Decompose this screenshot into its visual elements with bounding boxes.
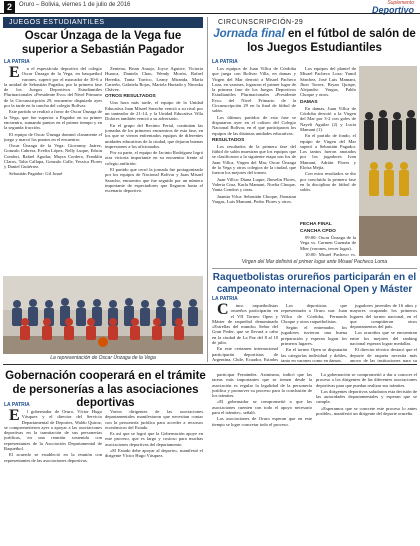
column-gov-4 (316, 372, 417, 543)
paragraph: «El gobernador se comprometió a que las asociaciones cuenten con todo el apoyo necesario para el trámite», señaló. (212, 399, 312, 416)
paragraph: Los equipos del plantel de Misael Pacheco Loza: Yamil Sánchez, José Luis Mamani, Jhon Torrez, Bryan Quispe, Alejandro Vargas, Pablo Choque y otros. (300, 66, 356, 98)
paragraph: Zenteno, Brian Araujo, Joyce Aguirre, Victoria Huarca, Daniela Chao, Wendy Morón, Rafael Heredia, Tania Torrico, Leany Miranda, María Carreño, Gabriela Rojas, Mariela Hurtado y Ninoska Chávez. (105, 66, 203, 93)
column-gov-2 (105, 409, 203, 543)
column-rac-2 (281, 303, 347, 362)
paragraph: «Esperamos que se concrete este proceso lo antes posible», manifestó un dirigente del deporte orureño. (316, 405, 417, 417)
paragraph: E l gobernador de Oruro, Víctor Hugo Vásquez y el director del Servicio Departamental de Deportes, Waldo Quiroz, se comprometieron ayer a apoyar a las asociaciones deportivas en la tramitación de sus personerías jurídicas, en una reunión sostenida con representantes de la Asociación Departamental de Raquetbol. (4, 409, 102, 452)
dropcap: E (9, 66, 20, 81)
column-right-1 (212, 66, 296, 256)
paragraph: Juanita Vilca: Sebastián Choque, Jhonatan Vargas, Luis Mamani, Pedro Flores y otros. (212, 193, 296, 204)
paragraph: En este certamen internacional participarán deportistas de Argentina, Chile, Ecuador, Estados (212, 346, 278, 362)
paragraph: participar Fernández. Asimismo, indicó que las tareas más importantes que se tienen desde la asociación es regular la legalidad de la personería jurídica y promover su proceso para la conclusión de los trámites. (212, 372, 312, 399)
paragraph: En damas, Juan Villca de Córdoba derrotó a la Virgen del Mar por 3-2 con goles de Nayeli Aguilar (2) y Lucía Mamani (1). (300, 105, 356, 132)
headline-right[interactable] (212, 28, 417, 55)
paragraph: En el partido de fondo, el equipo de Virgen del Mar superó a Sebastián Pagador. Los tantos fueron anotados por los jugadores Ivan Mamani, Adrián Flores y Eloisa Mejía. (300, 133, 356, 171)
team-photo-right-image (359, 66, 417, 256)
section-banner-left: JUEGOS ESTUDIANTILES (3, 17, 203, 28)
paragraph: El acuerdo se estableció en la reunión con representantes de las asociaciones deportivas. (4, 452, 102, 463)
masthead-main: Deportivo (371, 5, 414, 15)
paragraph: «El Estado debe apoyar al deporte», manifestó el dirigente Víctor Hugo Vásquez. (105, 448, 203, 459)
paragraph: Las asociaciones de Oruro esperan que en este tiempo se logre concretar todo el proceso. (212, 416, 312, 427)
paragraph: 09:00: Oscar Únzaga de la Vega vs. Carmen Guzmán de Mier (varones, tercer lugar). (300, 235, 356, 251)
paragraph: Sebastián Pagador: Gil Josué (9, 170, 63, 176)
kicker-left: LA PATRIA (4, 59, 30, 65)
paragraph: Una hora más tarde, el equipo de la Unidad Educativa Juan Misael Saracho venció a su rival por un tanteador de 21-14, y la Unidad Educativa Villa Dolores también venció a su adversario. (105, 100, 203, 122)
paragraph: Los oruroños que se encuentran entre los mejores del ranking nacional esperan lograr medallas. (350, 330, 417, 347)
paragraph: E n el espectáculo deportivo del colegio Oscar Únzaga de la Vega, en basquetbol varones, superó por el marcador de 30-6 a la unidad de Sebastián Pagador, por la primera fase de los Juegos Deportivos Estudiantiles Plurinacionales «Presidente Evo» del Nivel Primario de la Circunscripción 29, encuentro disputado ayer por la tarde en la cancha del colegio Bolívar. (4, 66, 102, 109)
page-header (0, 0, 420, 14)
kicker-right: LA PATRIA (212, 59, 238, 65)
dateline: Oruro – Bolivia, viernes 1 de julio de 2016 (19, 2, 131, 8)
paragraph: 10:00: Misael Pacheco vs. (305, 251, 356, 257)
story-divider (212, 268, 417, 269)
kicker-gobernacion: LA PATRIA (4, 402, 30, 408)
paragraph: Juan Villca: Diana Luque, Jhoselin Flores, Valeria Cruz, Karla Mamani, Noelia Choque, Vania Condori y otras. (212, 176, 296, 193)
column-rac-3 (350, 303, 417, 362)
subheading: CANCHA CPDO (300, 229, 336, 234)
team-photo-right[interactable] (359, 66, 417, 256)
kicker-raquetbol: LA PATRIA (212, 296, 238, 302)
paragraph: Los equipos de Juan Villca de Córdoba que juega con Bolívar Villa, en damas y Virgen del Mar derrotó a Misael Pacheco Loza, en varones, lograron el primer lugar de la primera fase de los Juegos Deportivos Estudiantiles Plurinacionales «Presidente Evo» del Nivel Primario de la Circunscripción 29 en la final de fútbol de salón. (212, 66, 296, 114)
column-right-3 (300, 220, 356, 258)
paragraph: Los deportistas que representarán a Oruro son: Juan Villca de Córdoba, Fernando Choque y otros raquetbolistas. (281, 303, 347, 324)
column-divider (207, 17, 208, 362)
paragraph: Por su parte, el equipo de Jacinto Rodríguez logró otra victoria importante en su encuentro frente al colegio anfitrión. (105, 150, 203, 166)
column-rac-1 (212, 303, 278, 362)
dropcap: E (9, 409, 20, 424)
paragraph: El partido que cerró la jornada fue protagonizado por los equipos de Nacional Bolívar y Juan Misael Saracho, encuentro que fue seguido por un número importante de espectadores que llegaron hasta el escenario deportivo. (105, 167, 203, 194)
headline-accent: Jornada final (213, 28, 285, 40)
paragraph: El director técnico destacó que el deporte de raqueta necesita más apoyo de las instituciones para su (350, 347, 417, 362)
story-divider (3, 364, 417, 365)
headline-left[interactable]: Oscar Únzaga de la Vega fue superior a Sebastián Pagador (21, 30, 185, 56)
page-number: 2 (4, 1, 15, 13)
section-banner-right: CIRCUNSCRIPCIÓN-29 (218, 19, 304, 26)
paragraph: Varios dirigentes de las asociaciones departamentales manifestaron que necesitan contar con la personería jurídica para acceder a recursos económicos del Estado. (105, 409, 203, 430)
paragraph: Los últimos partidos de esta fase se disputaron ayer en el coliseo del Colegio Nacional Bolívar, en el que participaron los equipos de las distintas unidades educativas. (212, 114, 296, 136)
paragraph: Es así que se logró que la Gobernación apoye en este proceso, que es largo y costoso para muchas asociaciones deportivas del departamento. (105, 431, 203, 447)
paragraph: Este partido se realizó a favor de Oscar Únzaga de la Vega, que fue superior a Pagador en su primer encuentro, sumando puntos en el primer tiempo y en la segunda fracción. (4, 109, 102, 131)
column-gov-3 (212, 372, 312, 543)
paragraph: En el grupo del Recinto Ferial, continúan las jornadas de los primeros encuentros de esta fase, en los que se vieron enfrentados equipos de diferentes unidades educativas de la ciudad, que dejaron buenas impresiones a los aficionados. (105, 122, 203, 149)
dropcap: C (217, 303, 229, 318)
subheading: FECHA FINAL (300, 222, 332, 227)
paragraph: C inco raquetbolistas orureños participarán en el VII Torneo Open y Máster de raquetbol denominado «Estrellas del mundo» Señor del Gran Poder, que se llevará a cabo en la ciudad de La Paz del 8 al 10 de julio. (212, 303, 278, 346)
paragraph: Los resultados de la primera fase del fútbol de salón muestran que los equipos que se clasificaron a la siguiente etapa son los de Juan Villca, Virgen del Mar, Oscar Únzaga de la Vega y otros colegios de la ciudad, que fueron los mejores del torneo. (212, 143, 296, 176)
paragraph: En el torneo Open se disputarán las categorías individual y dobles, tanto en varones como en damas. (281, 347, 347, 362)
paragraph: jugadores juveniles de 16 años y mayores ocupando los primeros lugares del torneo nacional, en el que compitieron otros departamentos del país. (350, 303, 417, 330)
column-left-2 (105, 66, 203, 274)
paragraph: Los dirigentes deportivos saludaron esta decisión de las autoridades departamentales y esperan que se cumpla. (316, 388, 417, 405)
headline-gobernacion[interactable]: Gobernación cooperará en el trámite de personerías a las asociaciones deportivas (5, 370, 206, 410)
team-photo-left[interactable] (3, 276, 203, 354)
subheading: RESULTADOS (212, 137, 245, 143)
headline-raquetbol[interactable]: Raquetbolistas orureños participarán en el campeonato internacional Open y Máster (212, 272, 417, 295)
photo-caption-left: La representación de Oscar Únzaga de la Vega (50, 355, 156, 361)
masthead-top: Suplemento (387, 0, 414, 6)
column-gov-1 (4, 409, 102, 543)
photo-caption-right: Virgen del Mar definirá el primer lugar ante Misael Pacheco Loma (241, 259, 388, 265)
headline-rest: en el fútbol de salón de los Juegos Estudiantiles (247, 28, 416, 54)
subheading: OTROS RESULTADOS (105, 94, 156, 100)
paragraph: Oscar Únzaga de la Vega: Giovanny Juárez, Gonzalo Cabrera, Evelin López, Nelly Luque, Edson Condori, Rafael Aguilar, Mayra Cordero, Franklin Claros, Talia Callapa, Gonzalo Calle, Yessica Flores y Daniel Gutiérrez. (4, 143, 102, 170)
paragraph: Según el entrenador, los jugadores tuvieron una buena preparación y esperan lograr los primeros lugares. (281, 325, 347, 347)
subheading: DAMAS (300, 99, 318, 105)
column-left-1 (4, 66, 102, 274)
masthead-logo (372, 0, 414, 14)
paragraph: La gobernación se comprometió a dar a conocer el proceso a los dirigentes de las diferentes asociaciones deportivas para que puedan realizar sus trámites. (316, 372, 417, 388)
paragraph: El equipo de Oscar Únzaga dominó claramente el juego y marcó los puntos en el encuentro. (4, 131, 102, 142)
paragraph: Con estos resultados se dio por concluida la primera fase en la disciplina de fútbol de salón. (300, 171, 356, 193)
team-photo-image (3, 276, 203, 354)
